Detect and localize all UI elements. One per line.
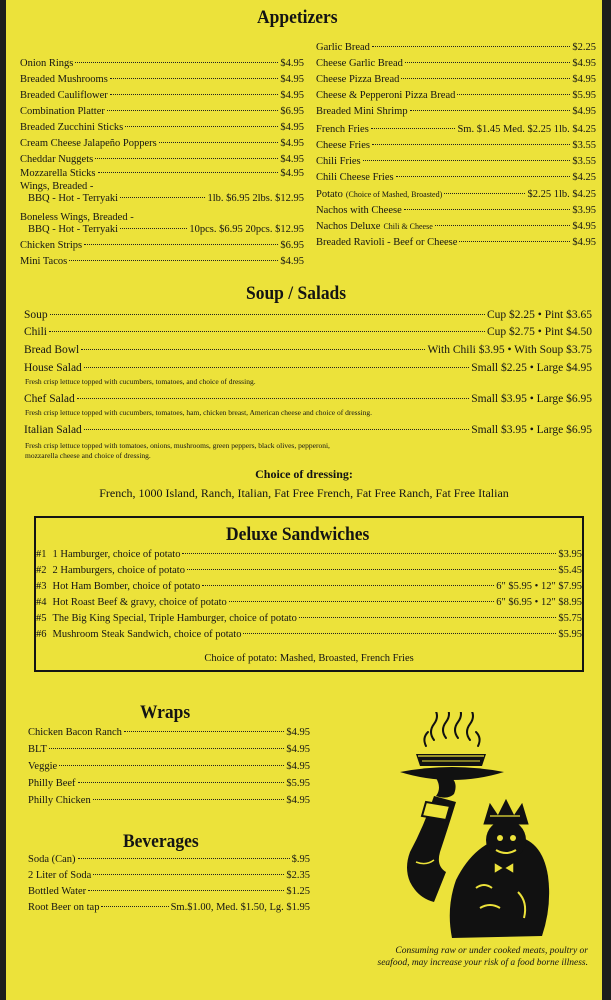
item-number: #5 xyxy=(36,613,47,624)
list-item xyxy=(20,168,304,180)
dot-leader xyxy=(75,62,278,63)
dressing-title: Choice of dressing: xyxy=(255,467,353,481)
dot-leader xyxy=(98,172,279,173)
dot-leader xyxy=(93,874,284,875)
item-name: Nachos Deluxe xyxy=(316,221,381,232)
item-name: Breaded Mushrooms xyxy=(20,74,108,85)
list-item xyxy=(316,156,596,168)
item-name: Cheddar Nuggets xyxy=(20,154,94,165)
item-name: Soda (Can) xyxy=(28,854,76,865)
item-price: $4.95 xyxy=(286,761,310,772)
item-name: Hot Ham Bomber, choice of potato xyxy=(52,581,201,592)
boneless-wings-label: Boneless Wings, Breaded - xyxy=(20,212,134,223)
item-name: Cream Cheese Jalapeño Poppers xyxy=(20,138,157,149)
item-price: Sm. $1.45 Med. $2.25 1lb. $4.25 xyxy=(457,124,596,135)
item-note: Chili & Cheese xyxy=(383,222,433,231)
list-item xyxy=(316,58,596,70)
item-price: $4.25 xyxy=(572,172,596,183)
item-price: $.95 xyxy=(291,854,310,865)
list-item xyxy=(20,58,304,70)
dot-leader xyxy=(187,569,556,570)
list-item xyxy=(316,124,596,136)
item-price: $3.95 xyxy=(572,205,596,216)
item-price: $4.95 xyxy=(286,744,310,755)
bread-bowl-row: Bread Bowl With Chili $3.95 • With Soup $3.75 xyxy=(24,344,592,356)
item-price: 6" $6.95 • 12" $8.95 xyxy=(496,597,582,608)
item-price: $3.55 xyxy=(572,156,596,167)
dot-leader xyxy=(125,126,278,127)
item-name: Hot Roast Beef & gravy, choice of potato xyxy=(52,597,227,608)
list-item xyxy=(28,854,310,866)
list-item xyxy=(28,902,310,914)
dot-leader xyxy=(49,748,285,749)
list-item xyxy=(36,565,582,577)
dot-leader xyxy=(459,241,570,242)
dot-leader xyxy=(93,799,285,800)
dot-leader xyxy=(371,128,456,129)
list-item xyxy=(316,237,596,249)
dot-leader xyxy=(78,782,285,783)
dot-leader xyxy=(404,209,571,210)
item-price: $2.25 xyxy=(572,42,596,53)
list-item xyxy=(20,74,304,86)
chef-serving-pie-illustration xyxy=(386,712,556,938)
dot-leader xyxy=(372,144,570,145)
list-item xyxy=(20,90,304,102)
item-price: $4.95 xyxy=(572,106,596,117)
item-price: $3.55 xyxy=(572,140,596,151)
list-item xyxy=(316,140,596,152)
wings-label: Wings, Breaded - xyxy=(20,181,94,192)
house-salad-row: House Salad Small $2.25 • Large $4.95 xyxy=(24,362,592,374)
item-name: Potato xyxy=(316,189,343,200)
item-name: Philly Chicken xyxy=(28,795,91,806)
list-item xyxy=(316,106,596,118)
item-name: Philly Beef xyxy=(28,778,76,789)
list-item xyxy=(316,172,596,184)
chef-salad-description: Fresh crisp lettuce topped with cucumbers, tomatoes, ham, chicken breast, American cheese and choice of dressing. xyxy=(25,408,372,417)
item-name: French Fries xyxy=(316,124,369,135)
list-item xyxy=(316,74,596,86)
list-item xyxy=(36,581,582,593)
list-item xyxy=(28,744,310,756)
item-name: Cheese Garlic Bread xyxy=(316,58,403,69)
item-price: $4.95 xyxy=(286,795,310,806)
dot-leader xyxy=(95,158,278,159)
item-name: 1 Hamburger, choice of potato xyxy=(52,549,181,560)
list-item xyxy=(36,613,582,625)
list-item xyxy=(316,221,596,233)
wings-flavors: BBQ - Hot - Terryaki xyxy=(28,193,119,204)
dot-leader xyxy=(299,617,557,618)
item-price: $4.95 xyxy=(572,58,596,69)
item-number: #1 xyxy=(36,549,47,560)
item-price: $4.95 xyxy=(286,727,310,738)
item-name: Breaded Zucchini Sticks xyxy=(20,122,124,133)
list-item xyxy=(316,189,596,201)
item-number: #3 xyxy=(36,581,47,592)
boneless-wings-flavors: BBQ - Hot - Terryaki xyxy=(28,224,119,235)
dot-leader xyxy=(457,94,570,95)
dot-leader xyxy=(159,142,279,143)
wraps-heading: Wraps xyxy=(140,702,191,723)
soup-row: Soup Cup $2.25 • Pint $3.65 xyxy=(24,309,592,321)
italian-salad-row: Italian Salad Small $3.95 • Large $6.95 xyxy=(24,424,592,436)
dot-leader xyxy=(88,890,284,891)
list-item xyxy=(28,886,310,898)
italian-salad-description-2: mozzarella cheese and choice of dressing. xyxy=(25,451,151,460)
item-price: $4.95 xyxy=(280,168,304,179)
list-item xyxy=(20,122,304,134)
italian-salad-description: Fresh crisp lettuce topped with tomatoes, onions, mushrooms, green peppers, black olives, pepperoni, xyxy=(25,441,330,450)
list-item xyxy=(28,727,310,739)
dressing-list: French, 1000 Island, Ranch, Italian, Fat Free French, Fat Free Ranch, Fat Free Italian xyxy=(99,486,509,500)
menu-page xyxy=(6,0,602,1000)
list-item xyxy=(36,597,582,609)
list-item xyxy=(28,870,310,882)
item-name: Chili Cheese Fries xyxy=(316,172,394,183)
dot-leader xyxy=(444,193,525,194)
chili-row: Chili Cup $2.75 • Pint $4.50 xyxy=(24,326,592,338)
item-price: 6" $5.95 • 12" $7.95 xyxy=(496,581,582,592)
dot-leader xyxy=(435,225,571,226)
item-price: Sm.$1.00, Med. $1.50, Lg. $1.95 xyxy=(170,902,310,913)
potato-choice-note: Choice of potato: Mashed, Broasted, French Fries xyxy=(204,653,414,664)
item-price: $4.95 xyxy=(280,90,304,101)
deluxe-heading: Deluxe Sandwiches xyxy=(226,524,370,545)
list-item xyxy=(316,90,596,102)
item-price: $4.95 xyxy=(572,237,596,248)
dot-leader xyxy=(202,585,494,586)
appetizers-heading: Appetizers xyxy=(257,7,338,28)
item-name: Nachos with Cheese xyxy=(316,205,402,216)
list-item: Chicken Strips $6.95 xyxy=(20,240,304,251)
soup-salads-heading: Soup / Salads xyxy=(246,283,347,304)
dot-leader xyxy=(124,731,284,732)
dot-leader xyxy=(59,765,284,766)
chef-salad-row: Chef Salad Small $3.95 • Large $6.95 xyxy=(24,393,592,405)
item-number: #6 xyxy=(36,629,47,640)
dot-leader xyxy=(405,62,570,63)
dot-leader xyxy=(110,78,279,79)
list-item xyxy=(36,629,582,641)
dot-leader xyxy=(107,110,279,111)
dot-leader xyxy=(372,46,570,47)
item-number: #4 xyxy=(36,597,47,608)
item-name: BLT xyxy=(28,744,47,755)
beverages-heading: Beverages xyxy=(123,831,199,852)
item-price: $5.95 xyxy=(572,90,596,101)
list-item xyxy=(28,795,310,807)
item-note: (Choice of Mashed, Broasted) xyxy=(345,190,443,199)
dot-leader xyxy=(410,110,571,111)
item-number: #2 xyxy=(36,565,47,576)
item-name: Mushroom Steak Sandwich, choice of potato xyxy=(52,629,242,640)
list-item xyxy=(20,138,304,150)
dot-leader xyxy=(101,906,168,907)
list-item xyxy=(28,778,310,790)
item-price: $4.95 xyxy=(280,138,304,149)
item-name: Combination Platter xyxy=(20,106,105,117)
item-name: Breaded Ravioli - Beef or Cheese xyxy=(316,237,458,248)
dot-leader xyxy=(182,553,556,554)
dot-leader xyxy=(401,78,570,79)
item-price: $4.95 xyxy=(572,221,596,232)
item-price: $4.95 xyxy=(280,122,304,133)
boneless-wings-price: 10pcs. $6.95 20pcs. $12.95 xyxy=(189,224,304,235)
item-price: $1.25 xyxy=(286,886,310,897)
item-price: $4.95 xyxy=(280,74,304,85)
item-name: Bottled Water xyxy=(28,886,87,897)
list-item xyxy=(36,549,582,561)
item-name: Breaded Mini Shrimp xyxy=(316,106,408,117)
item-name: Root Beer on tap xyxy=(28,902,100,913)
item-name: Cheese & Pepperoni Pizza Bread xyxy=(316,90,456,101)
item-name: Mozzarella Sticks xyxy=(20,168,96,179)
list-item xyxy=(28,761,310,773)
item-price: $5.45 xyxy=(558,565,582,576)
list-item xyxy=(316,205,596,217)
item-price: $2.35 xyxy=(286,870,310,881)
food-warning-line1: Consuming raw or under cooked meats, poultry or xyxy=(395,946,588,956)
dot-leader xyxy=(78,858,290,859)
wings-price: 1lb. $6.95 2lbs. $12.95 xyxy=(207,193,304,204)
item-name: Garlic Bread xyxy=(316,42,370,53)
list-item xyxy=(316,42,596,54)
wings-row xyxy=(28,193,304,205)
dot-leader xyxy=(229,601,494,602)
item-price: $5.95 xyxy=(286,778,310,789)
item-name: Cheese Fries xyxy=(316,140,370,151)
dot-leader xyxy=(243,633,556,634)
item-price: $3.95 xyxy=(558,549,582,560)
food-warning-line2: seafood, may increase your risk of a food borne illness. xyxy=(377,958,588,968)
dot-leader xyxy=(363,160,571,161)
item-name: Cheese Pizza Bread xyxy=(316,74,400,85)
item-price: $6.95 xyxy=(280,106,304,117)
item-name: 2 Hamburgers, choice of potato xyxy=(52,565,185,576)
dot-leader xyxy=(110,94,279,95)
item-price: $4.95 xyxy=(572,74,596,85)
item-price: $5.75 xyxy=(558,613,582,624)
item-price: $4.95 xyxy=(280,58,304,69)
boneless-wings-row xyxy=(28,224,304,236)
item-name: Breaded Cauliflower xyxy=(20,90,108,101)
item-price: $2.25 1lb. $4.25 xyxy=(527,189,596,200)
item-name: The Big King Special, Triple Hamburger, choice of potato xyxy=(52,613,297,624)
list-item xyxy=(20,106,304,118)
item-price: $5.95 xyxy=(558,629,582,640)
item-name: Chicken Bacon Ranch xyxy=(28,727,122,738)
item-name: 2 Liter of Soda xyxy=(28,870,92,881)
list-item: Mini Tacos $4.95 xyxy=(20,256,304,267)
item-name: Veggie xyxy=(28,761,58,772)
item-name: Onion Rings xyxy=(20,58,74,69)
item-name: Chili Fries xyxy=(316,156,361,167)
house-salad-description: Fresh crisp lettuce topped with cucumbers, tomatoes, and choice of dressing. xyxy=(25,377,256,386)
item-price: $4.95 xyxy=(280,154,304,165)
dot-leader xyxy=(396,176,571,177)
list-item xyxy=(20,154,304,166)
